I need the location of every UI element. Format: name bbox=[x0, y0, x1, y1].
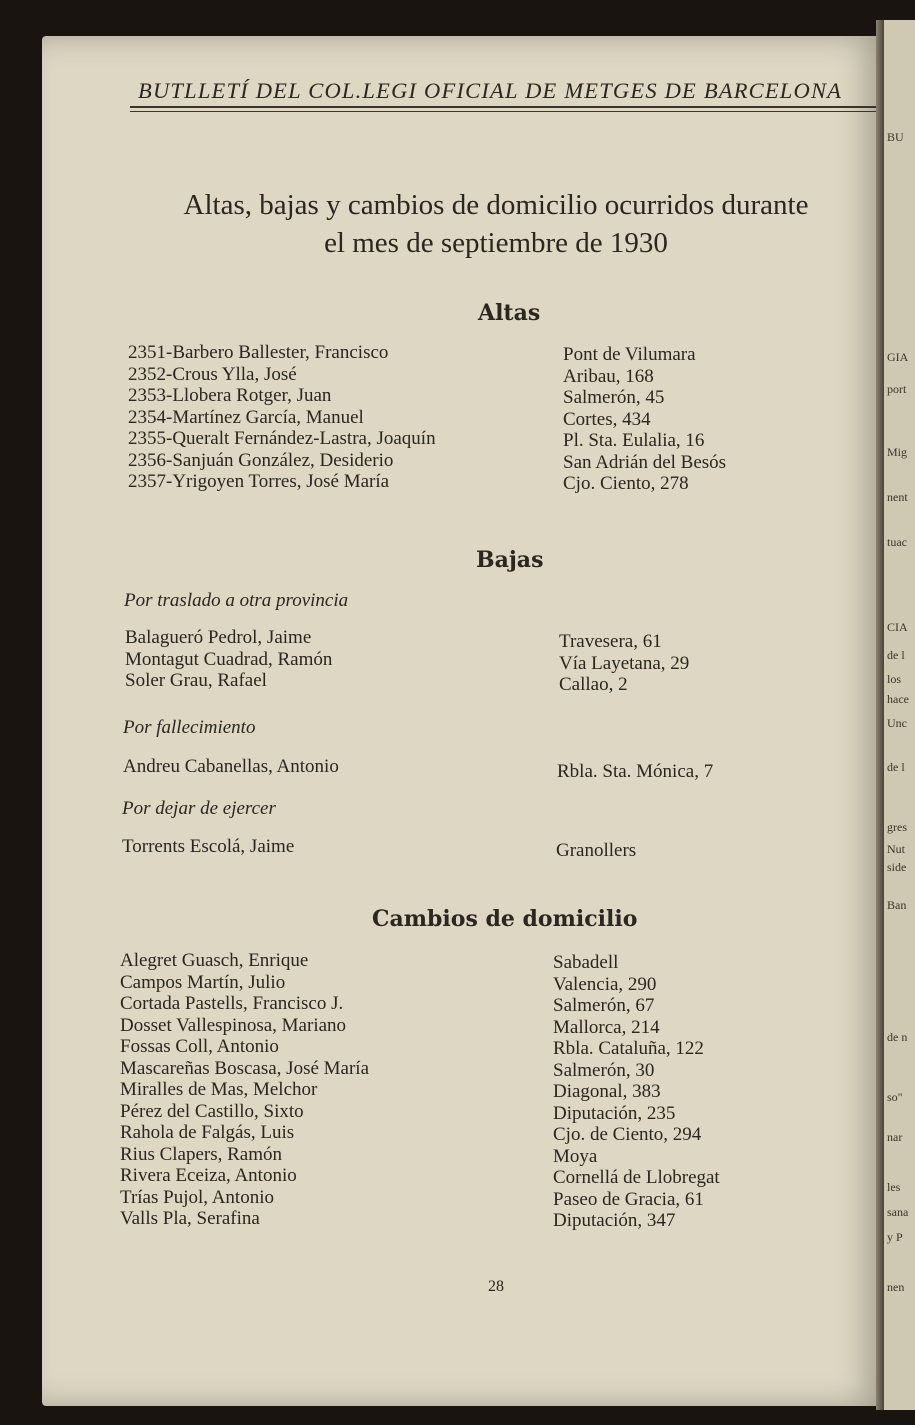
altas-address-item: San Adrián del Besós bbox=[563, 451, 727, 473]
bajas-name-item: Torrents Escolá, Jaime bbox=[122, 836, 295, 857]
altas-address-item: Pont de Vilumara bbox=[563, 344, 696, 365]
adjacent-page-fragment: sana bbox=[887, 1205, 909, 1219]
cambios-name-item: Miralles de Mas, Melchor bbox=[120, 1079, 318, 1100]
bajas-name-item: Andreu Cabanellas, Antonio bbox=[123, 756, 339, 777]
altas-name-item: 2356-Sanjuán González, Desiderio bbox=[128, 449, 394, 471]
bajas-address-item: Travesera, 61 bbox=[559, 631, 662, 652]
cambios-address-item: Moya bbox=[553, 1145, 598, 1167]
bajas-name-item: Montagut Cuadrad, Ramón bbox=[125, 648, 333, 670]
adjacent-page-fragment: Unc bbox=[887, 716, 907, 730]
adjacent-page-fragment: Ban bbox=[887, 898, 907, 912]
adjacent-page-fragment: los bbox=[887, 672, 902, 686]
adjacent-page-fragment: side bbox=[887, 860, 907, 874]
cambios-addresses-list bbox=[553, 952, 720, 1232]
cambios-address-item: Rbla. Cataluña, 122 bbox=[553, 1038, 704, 1059]
cambios-address-item: Valencia, 290 bbox=[553, 973, 657, 995]
bajas-fallecimiento-label: Por fallecimiento bbox=[123, 717, 256, 738]
altas-name-item: 2354-Martínez García, Manuel bbox=[128, 406, 364, 428]
adjacent-page-fragment: Mig bbox=[887, 445, 908, 459]
altas-address-item: Cjo. Ciento, 278 bbox=[563, 473, 689, 494]
cambios-name-item: Mascareñas Boscasa, José María bbox=[120, 1057, 370, 1079]
cambios-name-item: Fossas Coll, Antonio bbox=[120, 1036, 279, 1057]
altas-name-item: 2355-Queralt Fernández-Lastra, Joaquín bbox=[128, 428, 436, 449]
cambios-names-list bbox=[120, 950, 369, 1230]
cambios-name-item: Pérez del Castillo, Sixto bbox=[120, 1100, 304, 1122]
cambios-name-item: Valls Pla, Serafina bbox=[120, 1208, 260, 1229]
altas-name-item: 2353-Llobera Rotger, Juan bbox=[128, 385, 332, 406]
bajas-address-item: Granollers bbox=[556, 840, 637, 861]
cambios-address-item: Diputación, 347 bbox=[553, 1210, 676, 1231]
adjacent-page-fragment: de n bbox=[887, 1030, 908, 1044]
cambios-name-item: Trías Pujol, Antonio bbox=[120, 1186, 274, 1208]
cambios-address-item: Diputación, 235 bbox=[553, 1102, 676, 1124]
adjacent-page-fragment: nar bbox=[887, 1130, 903, 1144]
cambios-name-item: Dosset Vallespinosa, Mariano bbox=[120, 1014, 347, 1036]
page-title bbox=[115, 186, 877, 262]
altas-name-item: 2351-Barbero Ballester, Francisco bbox=[128, 342, 389, 363]
cambios-name-item: Rahola de Falgás, Luis bbox=[120, 1122, 295, 1143]
bajas-traslado-names bbox=[125, 627, 332, 692]
bajas-traslado-label: Por traslado a otra provincia bbox=[124, 590, 349, 611]
header-rule-thin bbox=[130, 111, 876, 112]
adjacent-page-fragment: port bbox=[887, 382, 907, 396]
bajas-dejar-names bbox=[122, 836, 294, 858]
adjacent-page-fragment: les bbox=[887, 1180, 901, 1194]
page-number: 28 bbox=[488, 1278, 504, 1295]
adjacent-page-fragment: de l bbox=[887, 648, 905, 662]
cambios-address-item: Cornellá de Llobregat bbox=[553, 1167, 720, 1188]
adjacent-page-fragment: de l bbox=[887, 760, 905, 774]
bajas-address-item: Callao, 2 bbox=[559, 674, 628, 695]
cambios-address-item: Sabadell bbox=[553, 952, 619, 973]
bajas-traslado-addresses bbox=[559, 631, 689, 696]
altas-heading: Altas bbox=[478, 300, 541, 326]
adjacent-page-fragment: tuac bbox=[887, 535, 907, 549]
altas-name-item: 2357-Yrigoyen Torres, José María bbox=[128, 471, 390, 492]
cambios-address-item: Diagonal, 383 bbox=[553, 1081, 661, 1102]
altas-address-item: Cortes, 434 bbox=[563, 408, 651, 430]
adjacent-page-fragment: gres bbox=[887, 820, 907, 834]
altas-address-item: Aribau, 168 bbox=[563, 365, 654, 387]
bajas-dejar-addresses bbox=[556, 840, 636, 862]
cambios-address-item: Salmerón, 67 bbox=[553, 995, 655, 1016]
bajas-address-item: Vía Layetana, 29 bbox=[559, 652, 690, 674]
adjacent-page-fragment: GIA bbox=[887, 350, 909, 364]
header-rule bbox=[130, 106, 876, 108]
cambios-name-item: Rivera Eceiza, Antonio bbox=[120, 1165, 297, 1186]
altas-names-list bbox=[128, 342, 436, 493]
running-header: BUTLLETÍ DEL COL.LEGI OFICIAL DE METGES DE BARCELONA bbox=[138, 78, 843, 103]
adjacent-page-edge bbox=[884, 20, 915, 1410]
bajas-address-item: Rbla. Sta. Mónica, 7 bbox=[557, 761, 714, 782]
adjacent-page-fragment: Nut bbox=[887, 842, 905, 856]
adjacent-page-fragment: CIA bbox=[887, 620, 908, 634]
adjacent-page-fragment: so" bbox=[887, 1090, 903, 1104]
bajas-name-item: Balagueró Pedrol, Jaime bbox=[125, 627, 312, 648]
title-line-1: Altas, bajas y cambios de domicilio ocurridos durante bbox=[183, 189, 809, 221]
adjacent-page-fragment: nen bbox=[887, 1280, 905, 1294]
cambios-heading: Cambios de domicilio bbox=[372, 906, 638, 932]
cambios-name-item: Cortada Pastells, Francisco J. bbox=[120, 993, 344, 1014]
bajas-dejar-label: Por dejar de ejercer bbox=[122, 798, 276, 819]
adjacent-page-fragment: hace bbox=[887, 692, 909, 706]
cambios-address-item: Salmerón, 30 bbox=[553, 1059, 655, 1081]
adjacent-page-fragment: y P bbox=[887, 1230, 903, 1244]
cambios-name-item: Alegret Guasch, Enrique bbox=[120, 950, 309, 971]
altas-address-item: Pl. Sta. Eulalia, 16 bbox=[563, 430, 705, 451]
cambios-name-item: Campos Martín, Julio bbox=[120, 971, 286, 993]
bajas-fallecimiento-names bbox=[123, 756, 339, 778]
title-line-2: el mes de septiembre de 1930 bbox=[324, 227, 668, 259]
altas-name-item: 2352-Crous Ylla, José bbox=[128, 363, 297, 385]
cambios-address-item: Mallorca, 214 bbox=[553, 1016, 660, 1038]
cambios-address-item: Cjo. de Ciento, 294 bbox=[553, 1124, 702, 1145]
bajas-fallecimiento-addresses bbox=[557, 761, 713, 783]
altas-address-item: Salmerón, 45 bbox=[563, 387, 665, 408]
cambios-name-item: Rius Clapers, Ramón bbox=[120, 1143, 283, 1165]
bajas-name-item: Soler Grau, Rafael bbox=[125, 670, 267, 691]
cambios-address-item: Paseo de Gracia, 61 bbox=[553, 1188, 704, 1210]
adjacent-page-fragment: BU bbox=[887, 130, 904, 144]
adjacent-page-fragment: nent bbox=[887, 490, 908, 504]
altas-addresses-list bbox=[563, 344, 726, 495]
bajas-heading: Bajas bbox=[476, 547, 544, 573]
